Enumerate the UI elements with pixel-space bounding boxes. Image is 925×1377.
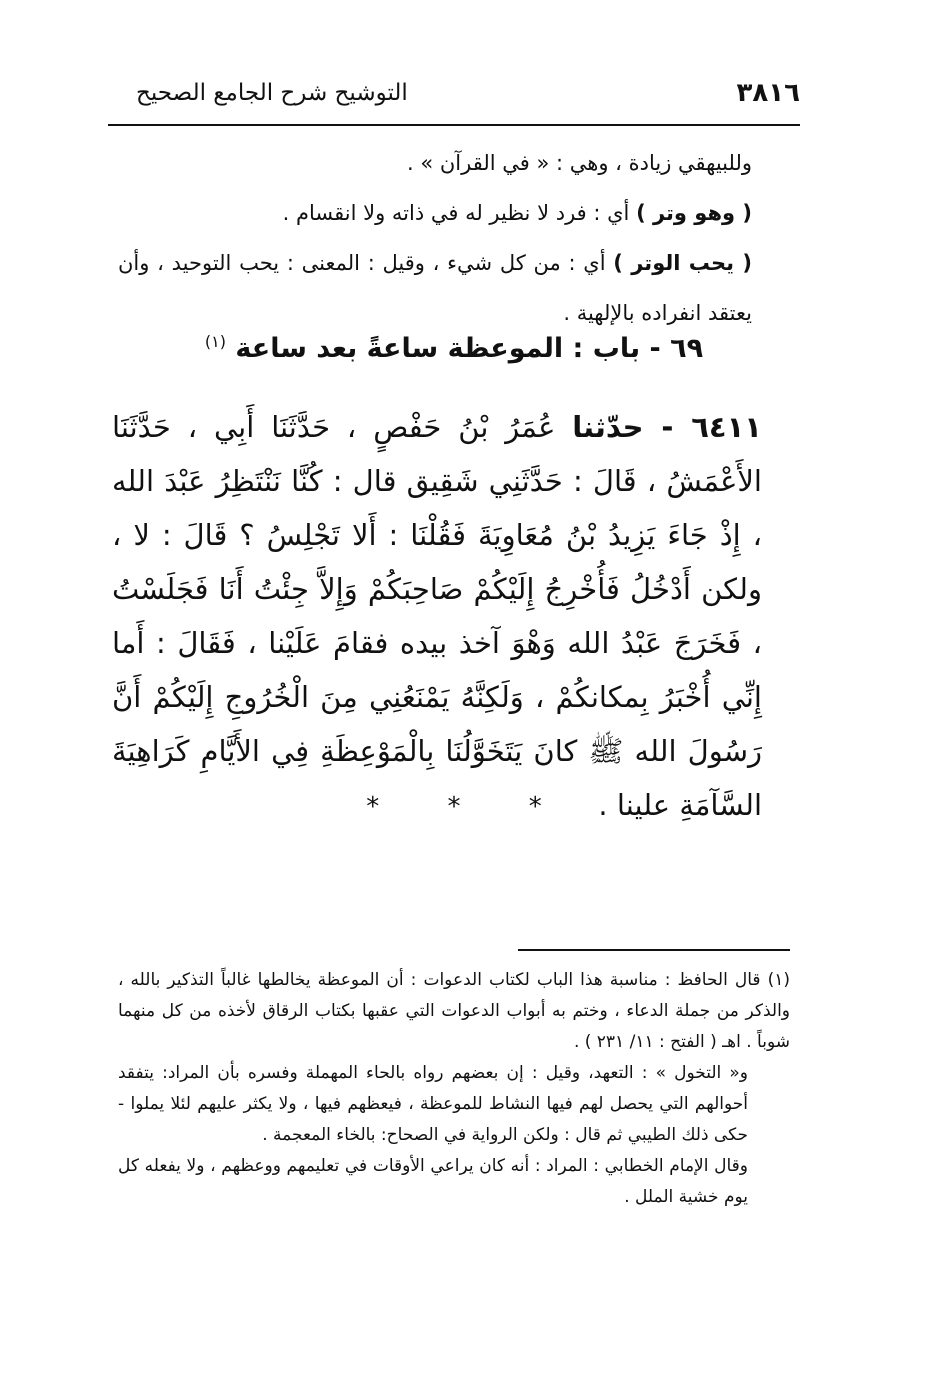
commentary-line-bayhaqi [118,138,790,188]
hadith-number-lead: ٦٤١١ - حدّثنا [572,410,762,444]
separator-star: * [528,792,542,822]
chapter-footnote-ref: (١) [204,332,226,351]
header-rule [108,124,800,126]
footnote-1 [118,965,790,1058]
section-separator [118,792,790,822]
page-number: ٣٨١٦ [736,78,800,108]
footnotes [118,965,790,1213]
explanation-yuhibbu-witr: أي : من كل شيء ، وقيل : المعنى : يحب التوحيد ، وأن يعتقد انفراده بالإلهية . [118,251,752,325]
footnote-1-text: (١) قال الحافظ : مناسبة هذا الباب لكتاب الدعوات : أن الموعظة يخالطها غالباً التذكير بالله ، والذكر من جملة الدعاء ، وختم به أبواب الدعوات التي عقبها بكتاب الرقاق لأخذه من كل منهما شوباً . اهـ ( الفتح : ١١/ ٢٣١ ) . [118,970,790,1052]
commentary-witr [118,188,790,238]
footnote-rule [518,949,790,951]
footnote-1-takhawwul [118,1058,790,1151]
hadith-body: عُمَرُ بْنُ حَفْصٍ ، حَدَّثَنَا أَبِي ، حَدَّثَنَا الأَعْمَشُ ، قَالَ : حَدَّثَنِي شَقِيق قال : كُنَّا نَنْتَظِرُ عَبْدَ الله ، إِذْ جَاءَ يَزِيدُ بْنُ مُعَاوِيَةَ فَقُلْنَا : أَلا تَجْلِسُ ؟ قَالَ : لا ، ولكن أَدْخُلُ فَأُخْرِجُ إِلَيْكُمْ صَاحِبَكُمْ وَإِلاَّ جِئْتُ أَنَا فَجَلَسْتُ ، فَخَرَجَ عَبْدُ الله وَهْوَ آخذ بيده فقامَ عَلَيْنا ، فَقَالَ : أَما إِنِّي أُخْبَرُ بِمكانكُمْ ، وَلَكِنَّهُ يَمْنَعُنِي مِنَ الْخُرُوجِ إِلَيْكُمْ أَنَّ رَسُولَ الله ﷺ كانَ يَتَخَوَّلُنَا بِالْمَوْعِظَةِ فِي الأَيَّامِ كَرَاهِيَةَ السَّآمَةِ علينا . [112,410,762,822]
explanation-witr: أي : فرد لا نظير له في ذاته ولا انقسام . [282,201,637,225]
chapter-title: ٦٩ - باب : الموعظة ساعةً بعد ساعة [235,333,704,364]
hadith-paragraph [112,400,800,832]
footnote-1-takhawwul-text: و« التخول » : التعهد، وقيل : إن بعضهم رواه بالحاء المهملة وفسره بأن المراد: يتفقد أحوالهم التي يحصل لهم فيها النشاط للموعظة ، فيعظهم فيها ، ولا يكثر عليهم لئلا يملوا - حكى ذلك الطيبي ثم قال : ولكن الرواية في الصحاح: بالخاء المعجمة . [118,1063,748,1145]
commentary-line-bayhaqi-text: وللبيهقي زيادة ، وهي : « في القرآن » . [407,151,752,175]
footnote-1-khattabi-text: وقال الإمام الخطابي : المراد : أنه كان يراعي الأوقات في تعليمهم ووعظهم ، ولا يفعله كل يوم خشية الملل . [118,1156,748,1207]
chapter-heading [118,332,790,364]
separator-star: * [447,792,461,822]
term-yuhibbu-witr: ( يحب الوتر ) [613,251,753,275]
commentary-yuhibbu-witr [118,238,790,338]
hadith-text [112,400,800,832]
running-title: التوشيح شرح الجامع الصحيح [136,80,408,106]
commentary-text [118,138,790,338]
page-header [108,72,800,118]
term-witr: ( وهو وتر ) [636,201,752,225]
separator-star: * [366,792,380,822]
footnote-1-khattabi [118,1151,790,1213]
